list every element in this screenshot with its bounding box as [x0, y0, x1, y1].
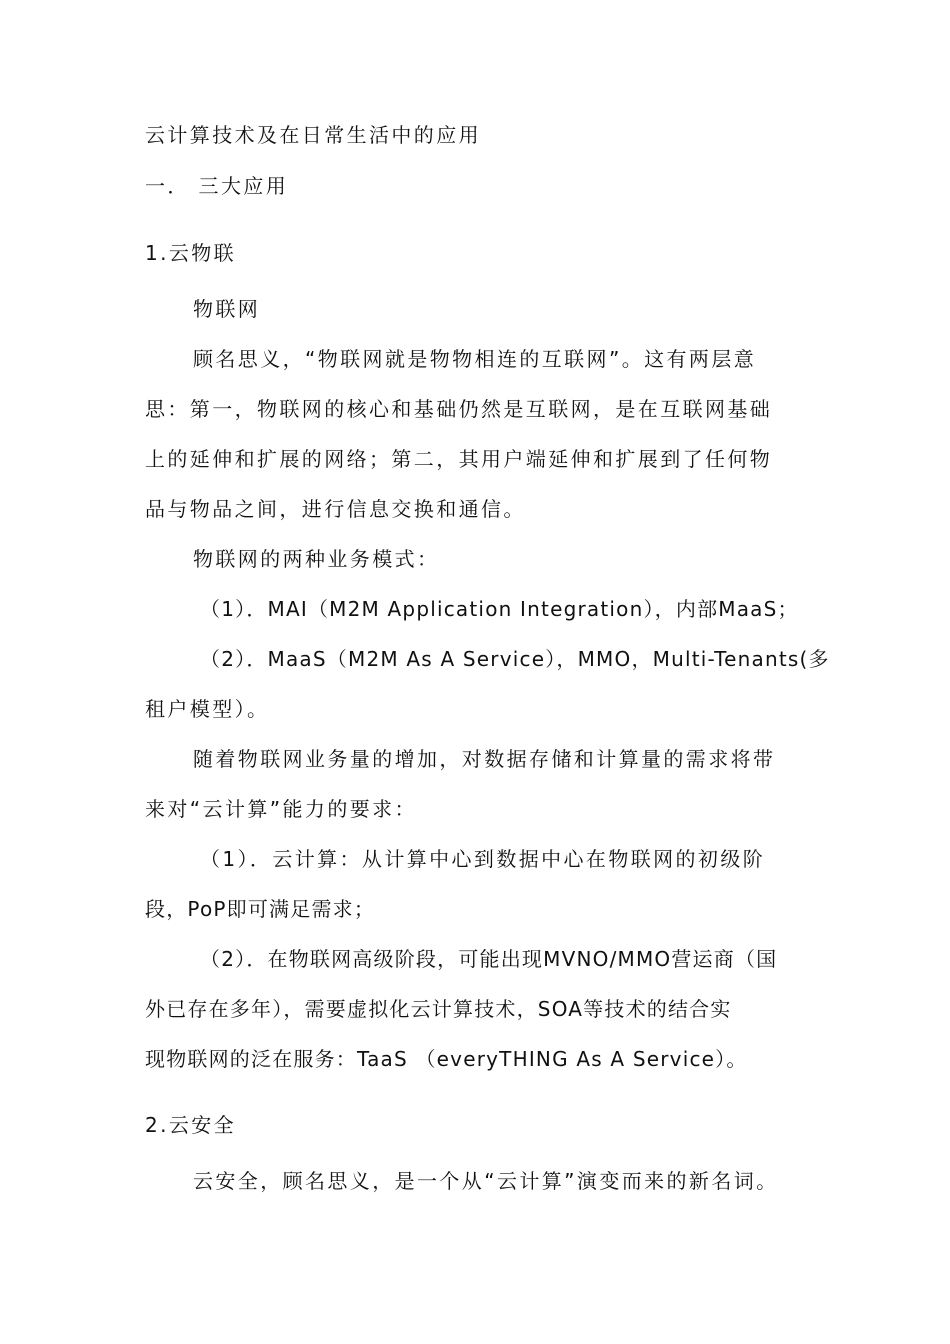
paragraph-line: 思：第一，物联网的核心和基础仍然是互联网，是在互联网基础 [145, 397, 773, 421]
subsection-heading: 1.云物联 [145, 241, 237, 265]
list-item: （2）．MaaS（M2M As A Service），MMO，Multi-Tenants(多 [200, 647, 830, 671]
paragraph-line: 品与物品之间，进行信息交换和通信。 [145, 497, 526, 521]
list-item: （1）．MAI（M2M Application Integration），内部MaaS； [200, 597, 799, 621]
list-item-continuation: 段，PoP即可满足需求； [145, 897, 376, 921]
paragraph-line: 来对“云计算”能力的要求： [145, 797, 417, 821]
list-item: （2）．在物联网高级阶段，可能出现MVNO/MMO营运商（国 [200, 947, 778, 971]
paragraph-line: 云安全，顾名思义，是一个从“云计算”演变而来的新名词。 [193, 1169, 779, 1193]
list-item-continuation: 现物联网的泛在服务：TaaS （everyTHING As A Service）。 [145, 1047, 748, 1071]
paragraph-line: 物联网的两种业务模式： [193, 547, 440, 571]
paragraph-line: 上的延伸和扩展的网络；第二，其用户端延伸和扩展到了任何物 [145, 447, 773, 471]
list-item: （1）．云计算：从计算中心到数据中心在物联网的初级阶 [200, 847, 766, 871]
list-item-continuation: 租户模型）。 [145, 697, 270, 721]
paragraph-heading: 物联网 [193, 297, 261, 321]
paragraph-line: 顾名思义，“物联网就是物物相连的互联网”。这有两层意 [193, 347, 757, 371]
section-heading: 一． 三大应用 [145, 174, 289, 198]
document-title: 云计算技术及在日常生活中的应用 [145, 123, 481, 147]
subsection-heading: 2.云安全 [145, 1113, 237, 1137]
list-item-continuation: 外已存在多年），需要虚拟化云计算技术，SOA等技术的结合实 [145, 997, 732, 1021]
paragraph-line: 随着物联网业务量的增加，对数据存储和计算量的需求将带 [193, 747, 776, 771]
